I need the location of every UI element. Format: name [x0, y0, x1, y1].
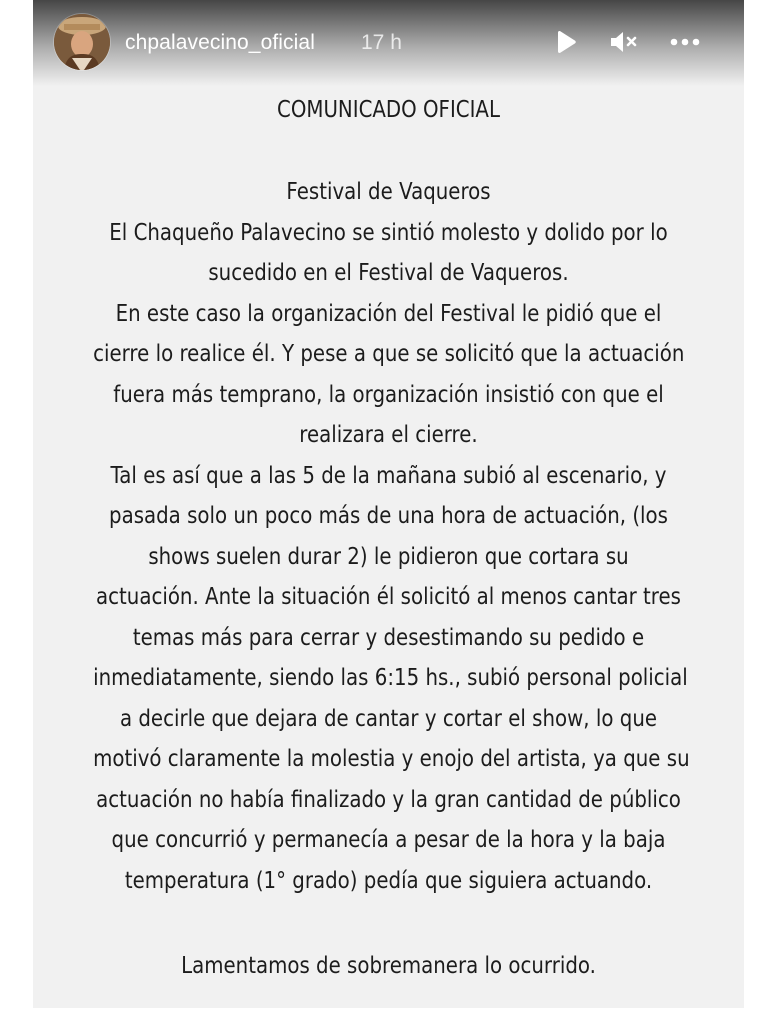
story-header — [33, 0, 744, 86]
story-line: sucedido en el Festival de Vaqueros. — [208, 260, 569, 286]
more-options-icon — [670, 38, 700, 46]
username[interactable]: chpalavecino_oficial — [125, 31, 315, 54]
post-time: 17 h — [361, 31, 402, 54]
story-line: motivó claramente la molestia y enojo del artista, ya que su — [93, 746, 690, 772]
story-line: que concurrió y permanecía a pesar de la hora y la baja — [111, 827, 666, 853]
story-card[interactable] — [33, 0, 744, 1008]
story-title: COMUNICADO OFICIAL — [277, 97, 500, 123]
play-icon — [555, 30, 577, 54]
story-line: cierre lo realice él. Y pese a que se solicitó que la actuación — [93, 341, 685, 367]
volume-muted-icon — [609, 29, 639, 55]
story-line: En este caso la organización del Festival le pidió que el — [115, 300, 662, 327]
story-line: pasada solo un poco más de una hora de actuación, (los — [109, 503, 668, 529]
story-line: fuera más temprano, la organización insistió con que el — [113, 381, 664, 408]
story-line: inmediatamente, siendo las 6:15 hs., subió personal policial — [93, 665, 688, 691]
story-closing: Lamentamos de sobremanera lo ocurrido. — [181, 953, 596, 979]
story-line: Festival de Vaqueros — [286, 179, 491, 205]
story-line: Tal es así que a las 5 de la mañana subió al escenario, y — [110, 462, 667, 489]
story-line: shows suelen durar 2) le pidieron que cortara su — [148, 543, 629, 570]
story-body — [45, 172, 732, 901]
more-options-button[interactable] — [665, 26, 705, 58]
avatar[interactable] — [54, 14, 110, 70]
story-line: temas más para cerrar y desestimando su pedido e — [132, 624, 645, 651]
story-line: a decirle que dejara de cantar y cortar el show, lo que — [119, 705, 658, 732]
story-line: El Chaqueño Palavecino se sintió molesto y dolido por lo — [109, 219, 668, 246]
story-line: actuación. Ante la situación él solicitó al menos cantar tres — [96, 584, 681, 610]
story-line: actuación no había finalizado y la gran cantidad de público — [96, 786, 681, 813]
mute-button[interactable] — [605, 26, 643, 58]
play-button[interactable] — [550, 26, 582, 58]
story-line: temperatura (1° grado) pedía que siguiera actuando. — [124, 867, 653, 894]
story-line: realizara el cierre. — [299, 422, 478, 448]
